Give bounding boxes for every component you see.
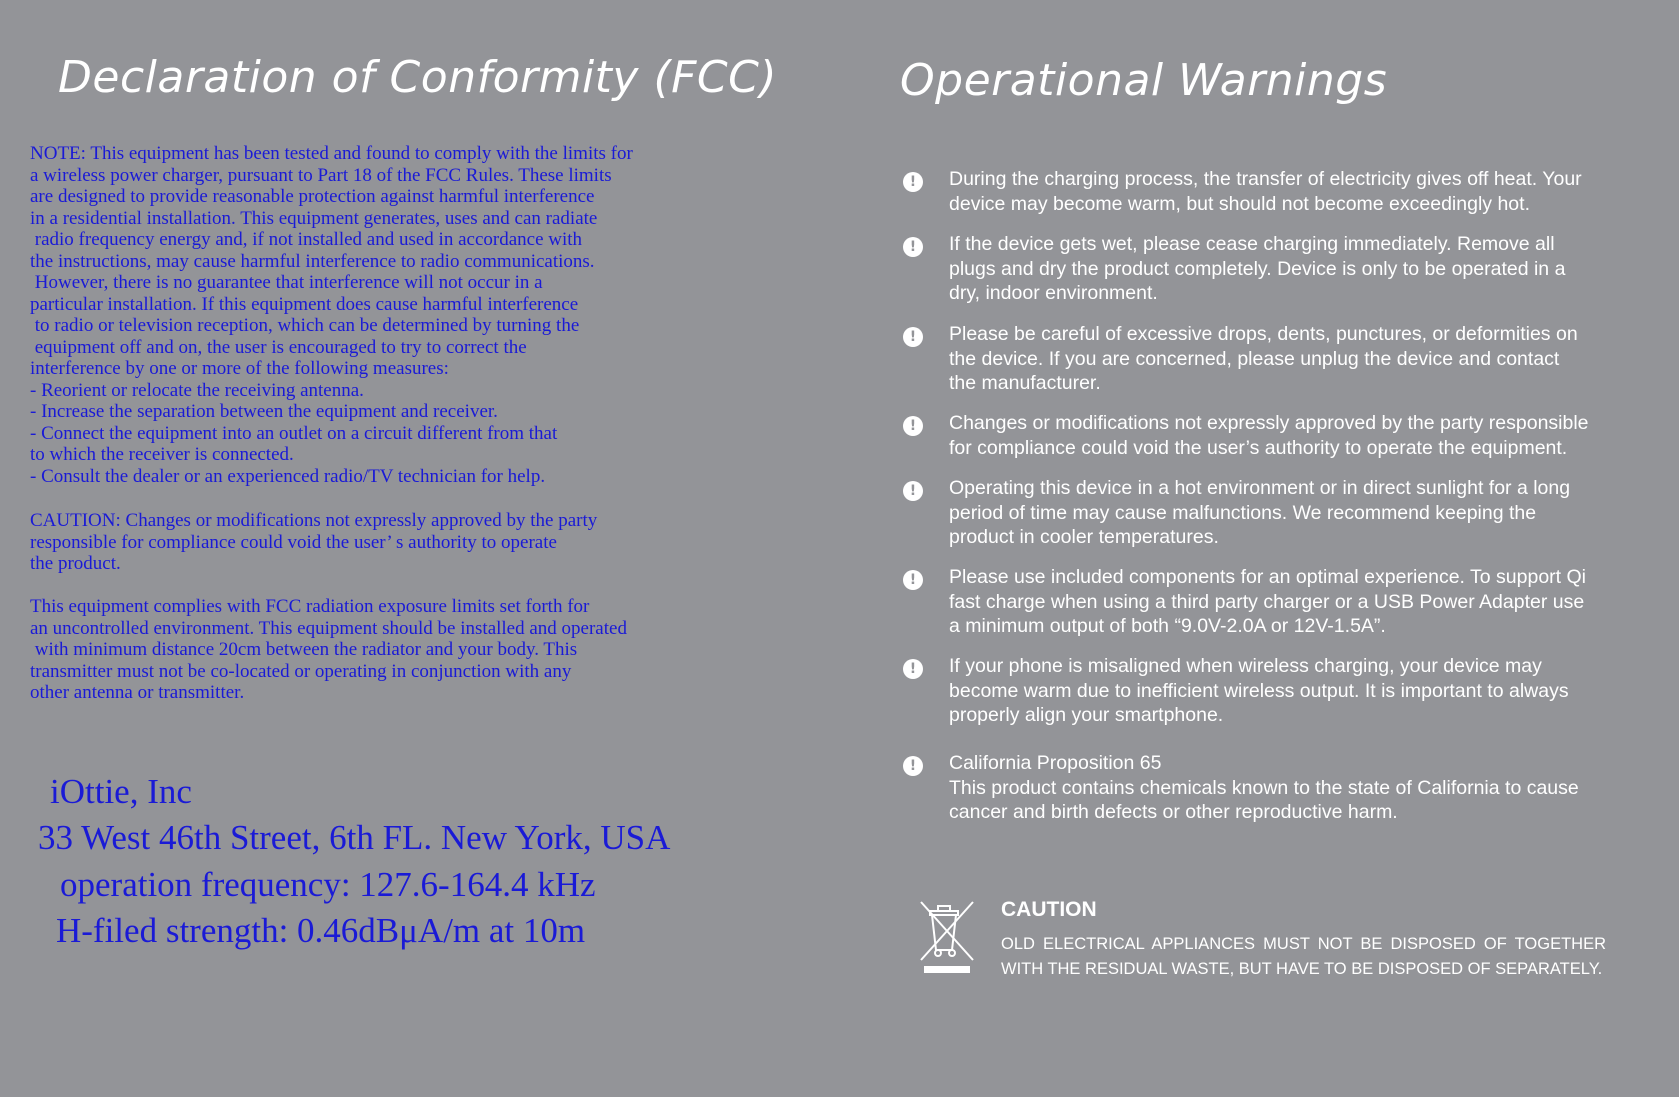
warning-text (949, 322, 1615, 396)
warning-line: Please use included components for an optimal experience. To support Qi (949, 566, 1587, 588)
fcc-measure-item: - Increase the separation between the equipment and receiver. (30, 401, 498, 422)
warning-line: If your phone is misaligned when wireless charging, your device may (949, 655, 1542, 677)
exclamation-icon: ! (903, 481, 923, 501)
warning-text (949, 411, 1615, 460)
warning-line: plugs and dry the product completely. Device is only to be operated in a (949, 257, 1566, 280)
disposal-caution-line: WITH THE RESIDUAL WASTE, BUT HAVE TO BE DISPOSED OF SEPARATELY. (1001, 959, 1603, 978)
fcc-exposure-line: an uncontrolled environment. This equipment should be installed and operated (30, 617, 627, 639)
fcc-note-line: in a residential installation. This equipment generates, uses and can radiate (30, 207, 598, 229)
fcc-caution-line: CAUTION: Changes or modifications not expressly approved by the party (30, 510, 598, 531)
field-strength: H-filed strength: 0.46dBμA/m at 10m (56, 911, 586, 950)
warning-line: period of time may cause malfunctions. We recommend keeping the (949, 501, 1537, 524)
warning-line: Please be careful of excessive drops, dents, punctures, or deformities on (949, 323, 1578, 345)
fcc-note-line: are designed to provide reasonable protection against harmful interference (30, 186, 595, 207)
fcc-title: Declaration of Conformity (FCC) (58, 52, 778, 103)
warning-text (949, 476, 1615, 550)
fcc-measure-item: - Reorient or relocate the receiving antenna. (30, 379, 364, 401)
prop65-title: California Proposition 65 (949, 752, 1162, 774)
fcc-note-line: to radio or television reception, which can be determined by turning the (30, 315, 580, 336)
warning-line: Changes or modifications not expressly approved by the party responsible (949, 412, 1589, 434)
warning-line: dry, indoor environment. (949, 282, 1158, 304)
fcc-note-line: radio frequency energy and, if not installed and used in accordance with (30, 229, 583, 250)
warning-line: If the device gets wet, please cease charging immediately. Remove all (949, 233, 1555, 255)
warning-line: Operating this device in a hot environment or in direct sunlight for a long (949, 477, 1571, 499)
fcc-note-line: equipment off and on, the user is encouraged to try to correct the (30, 336, 527, 358)
disposal-caution (918, 898, 1618, 978)
fcc-note-line: However, there is no guarantee that interference will not occur in a (30, 272, 543, 293)
warning-text (949, 751, 1615, 825)
fcc-measure-item: to which the receiver is connected. (30, 444, 294, 465)
fcc-caution-line: the product. (30, 553, 121, 574)
fcc-exposure-line: transmitter must not be co-located or operating in conjunction with any (30, 660, 572, 682)
warning-line: During the charging process, the transfer of electricity gives off heat. Your (949, 168, 1582, 190)
warning-line: cancer and birth defects or other reproductive harm. (949, 801, 1398, 823)
exclamation-icon: ! (903, 756, 923, 776)
fcc-exposure-line: This equipment complies with FCC radiation exposure limits set forth for (30, 596, 590, 617)
fcc-note-line: interference by one or more of the following measures: (30, 358, 449, 379)
warning-text (949, 565, 1615, 639)
fcc-note-line: particular installation. If this equipment does cause harmful interference (30, 293, 579, 315)
warning-text (949, 654, 1615, 728)
operation-frequency: operation frequency: 127.6-164.4 kHz (60, 865, 596, 904)
warning-line: fast charge when using a third party charger or a USB Power Adapter use (949, 590, 1585, 613)
fcc-exposure-block (30, 596, 870, 704)
warning-line: the manufacturer. (949, 372, 1101, 394)
fcc-measure-item: - Connect the equipment into an outlet on a circuit different from that (30, 422, 558, 444)
exclamation-icon: ! (903, 237, 923, 257)
warning-line: for compliance could void the user’s authority to operate the equipment. (949, 436, 1568, 459)
warning-line: become warm due to inefficient wireless output. It is important to always (949, 679, 1569, 702)
fcc-exposure-line: with minimum distance 20cm between the radiator and your body. This (30, 639, 578, 660)
fcc-measure-item: - Consult the dealer or an experienced radio/TV technician for help. (30, 465, 546, 487)
warning-text (949, 167, 1615, 216)
exclamation-icon: ! (903, 570, 923, 590)
company-address: 33 West 46th Street, 6th FL. New York, USA (38, 818, 671, 857)
warnings-title: Operational Warnings (900, 55, 1388, 106)
warning-text (949, 232, 1615, 306)
fcc-note-line: NOTE: This equipment has been tested and found to comply with the limits for (30, 143, 633, 164)
exclamation-icon: ! (903, 172, 923, 192)
exclamation-icon: ! (903, 659, 923, 679)
fcc-note-block (30, 143, 870, 487)
company-name: iOttie, Inc (50, 772, 192, 811)
fcc-caution-block (30, 510, 870, 575)
fcc-note-line: a wireless power charger, pursuant to Part 18 of the FCC Rules. These limits (30, 164, 612, 186)
warning-line: This product contains chemicals known to the state of California to cause (949, 776, 1579, 799)
disposal-caution-title: CAUTION (1001, 898, 1097, 921)
warning-line: product in cooler temperatures. (949, 526, 1219, 548)
fcc-exposure-line: other antenna or transmitter. (30, 682, 245, 703)
warning-line: a minimum output of both “9.0V-2.0A or 12V-1.5A”. (949, 615, 1386, 637)
warning-line: device may become warm, but should not become exceedingly hot. (949, 192, 1530, 215)
fcc-caution-line: responsible for compliance could void the user’ s authority to operate (30, 531, 557, 553)
disposal-caution-text (1001, 932, 1606, 981)
crossed-out-wheelie-bin-icon (918, 898, 976, 976)
exclamation-icon: ! (903, 416, 923, 436)
disposal-caution-line: OLD ELECTRICAL APPLIANCES MUST NOT BE DISPOSED OF TOGETHER (1001, 935, 1606, 953)
exclamation-icon: ! (903, 327, 923, 347)
warning-line: the device. If you are concerned, please unplug the device and contact (949, 347, 1560, 370)
fcc-note-line: the instructions, may cause harmful interference to radio communications. (30, 250, 595, 272)
warning-line: properly align your smartphone. (949, 704, 1224, 726)
